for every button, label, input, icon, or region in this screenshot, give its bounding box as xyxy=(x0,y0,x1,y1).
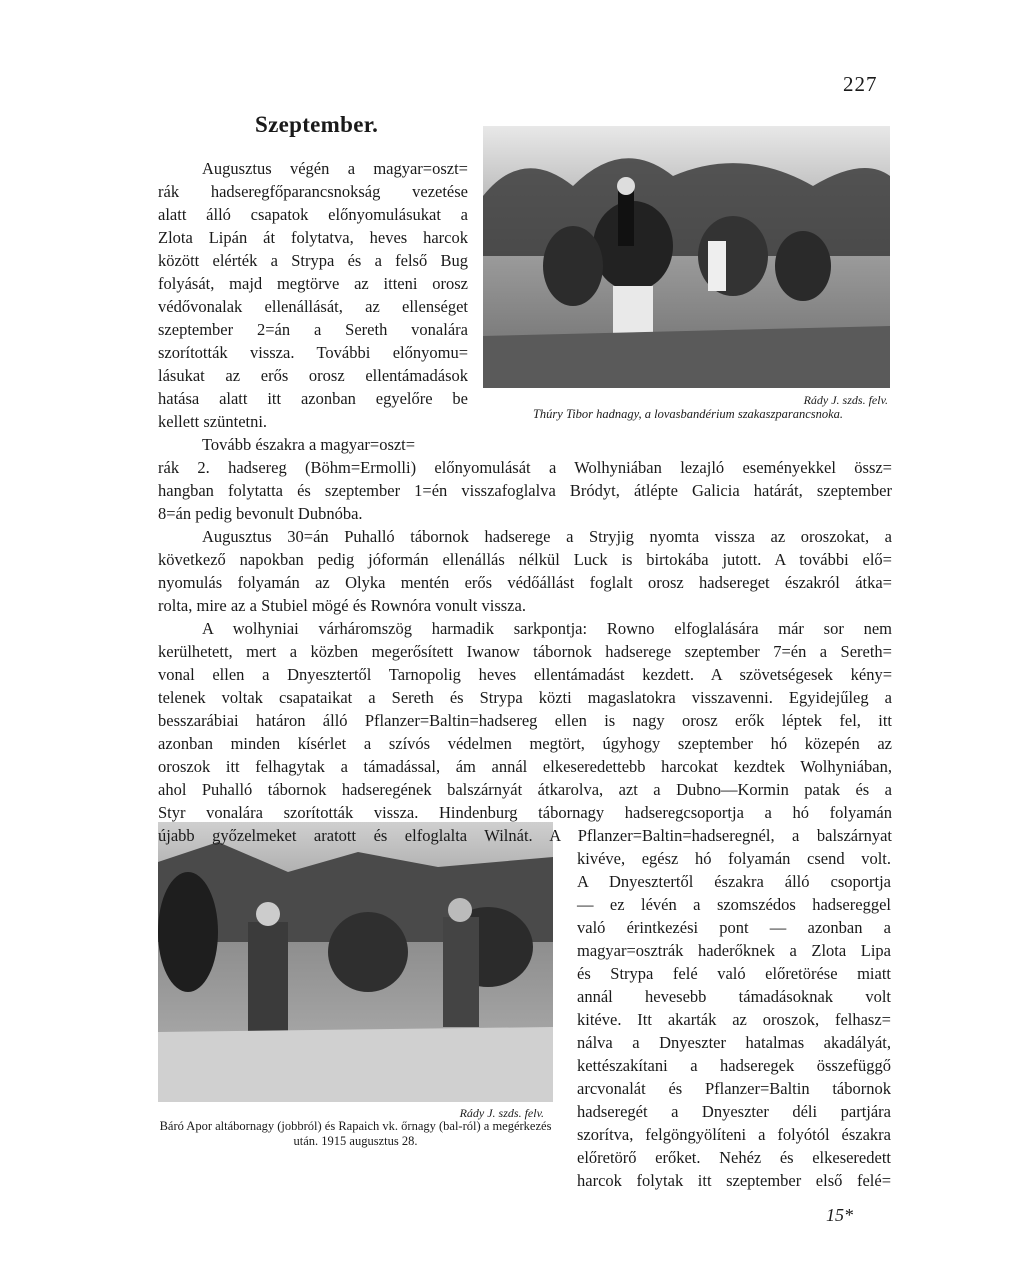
photo-caption xyxy=(158,1119,553,1149)
text-line: hatása alatt itt azonban egyelőre be xyxy=(158,389,468,408)
text-line: alatt álló csapatok előnyomulásukat a xyxy=(158,205,468,224)
text-line: nálva a Dnyeszter hatalmas akadályát, xyxy=(577,1033,891,1052)
text-line: rák 2. hadsereg (Böhm=Ermolli) előnyomulását a Wolhyniában lezajló eseményekkel össz= xyxy=(158,458,892,477)
text-line: előretörő erőket. Nehéz és elkeseredett xyxy=(577,1148,891,1167)
text-line: A Dnyesztertől északra álló csoportja xyxy=(577,872,891,891)
text-line: újabb győzelmeket aratott és elfoglalta Wilnát. A Pflanzer=Baltin=hadseregnél, a balszárnyat xyxy=(158,826,892,845)
text-line: hangban folytatta és szeptember 1=én visszafoglalva Bródyt, átlépte Galicia határát, szeptember xyxy=(158,481,892,500)
text-line: nyomulás folyamán az Olyka mentén erős védőállást foglalt orosz hadsereget északról átka= xyxy=(158,573,892,592)
photo-credit: Rády J. szds. felv. xyxy=(803,393,888,407)
text-line: vonal ellen a Dnyesztertől Tarnopolig heves ellentámadást kezdett. A szövetségesek kény= xyxy=(158,665,892,684)
text-line: következő napokban pedig jóformán ellenállás nélkül Luck is birtokába jutott. A további elő= xyxy=(158,550,892,569)
text-line: való érintkezési pont — azonban a xyxy=(577,918,891,937)
text-line: annál hevesebb támadásoknak volt xyxy=(577,987,891,1006)
text-line: között elérték a Strypa és a felső Bug xyxy=(158,251,468,270)
text-line: oroszok itt felhagytak a támadással, ám annál elkeseredettebb harcokat kezdtek Wolhyniában, xyxy=(158,757,892,776)
photo-cavalry-image xyxy=(483,126,890,388)
text-line: Augusztus 30=án Puhalló tábornok hadserege a Stryjig nyomta vissza az oroszokat, a xyxy=(202,527,892,546)
text-line: Tovább északra a magyar=oszt= xyxy=(202,435,416,454)
text-line: hadseregét a Dnyeszter déli partjára xyxy=(577,1102,891,1121)
photo-generals-arrival xyxy=(158,822,553,1102)
text-line: Styr vonalára szorították vissza. Hindenburg tábornagy hadseregcsoportja a hó folyamán xyxy=(158,803,892,822)
text-line: és Strypa felé való előretörése miatt xyxy=(577,964,891,983)
signature-mark: 15* xyxy=(826,1205,853,1225)
text-line: kivéve, egész hó folyamán csend volt. xyxy=(577,849,891,868)
text-line: szorították vissza. További előnyomu= xyxy=(158,343,468,362)
text-line: folyását, majd megtörve az itteni orosz xyxy=(158,274,468,293)
text-line: kerülhetett, mert a közben megerősített Iwanow tábornok hadserege szeptember 7=én a Sereth= xyxy=(158,642,892,661)
section-title: Szeptember. xyxy=(255,112,379,137)
text-line: szorítva, felgöngyölíteni a folyótól északra xyxy=(577,1125,891,1144)
text-line: kitéve. Itt akarták az oroszok, felhasz= xyxy=(577,1010,891,1029)
page-number: 227 xyxy=(843,72,878,96)
text-line: arcvonalát és Pflanzer=Baltin tábornok xyxy=(577,1079,891,1098)
text-line: 8=án pedig bevonult Dubnóba. xyxy=(158,504,363,523)
caption-text: Báró Apor altábornagy (jobbról) és Rapaich vk. őrnagy (bal-ról) a megérkezés után. 1915 augusztus 28. xyxy=(159,1119,552,1148)
text-line: besszarábiai határon álló Pflanzer=Baltin=hadsereg ellen is nagy orosz erők léptek fel, itt xyxy=(158,711,892,730)
text-line: rák hadseregfőparancsnokság vezetése xyxy=(158,182,468,201)
text-line: védővonalak ellenállását, az ellenséget xyxy=(158,297,468,316)
text-line: A wolhyniai várháromszög harmadik sarkpontja: Rowno elfoglalására már sor nem xyxy=(202,619,892,638)
text-line: kellett szüntetni. xyxy=(158,412,268,431)
photo-generals-image xyxy=(158,822,553,1102)
text-line: azonban minden kísérlet a szívós védelmen megtört, úgyhogy szeptember hó közepén az xyxy=(158,734,892,753)
text-line: — ez lévén a szomszédos hadsereggel xyxy=(577,895,891,914)
text-line: Augusztus végén a magyar=oszt= xyxy=(202,159,468,178)
text-line: ahol Puhalló tábornok hadseregének balszárnyát átkarolva, azt a Dubno—Kormin patak és a xyxy=(158,780,892,799)
photo-credit: Rády J. szds. felv. xyxy=(459,1106,544,1120)
text-line: lásukat az erős orosz ellentámadások xyxy=(158,366,468,385)
text-line: harcok folytak itt szeptember első felé= xyxy=(577,1171,891,1190)
text-line: magyar=osztrák haderőknek a Zlota Lipa xyxy=(577,941,891,960)
caption-text: Thúry Tibor hadnagy, a lovasbandérium szakaszparancsnoka. xyxy=(532,407,844,421)
text-line: Zlota Lipán át folytatva, heves harcok xyxy=(158,228,468,247)
photo-caption xyxy=(483,407,893,422)
text-line: rolta, mire az a Stubiel mögé és Rownóra vonult vissza. xyxy=(158,596,526,615)
text-line: kettészakítani a hadseregek összefüggő xyxy=(577,1056,891,1075)
text-line: szeptember 2=án a Sereth vonalára xyxy=(158,320,468,339)
photo-cavalry-officer xyxy=(483,126,890,388)
text-line: telenek voltak csapataikat a Sereth és Strypa közti magaslatokra visszavenni. Egyidejűleg a xyxy=(158,688,892,707)
